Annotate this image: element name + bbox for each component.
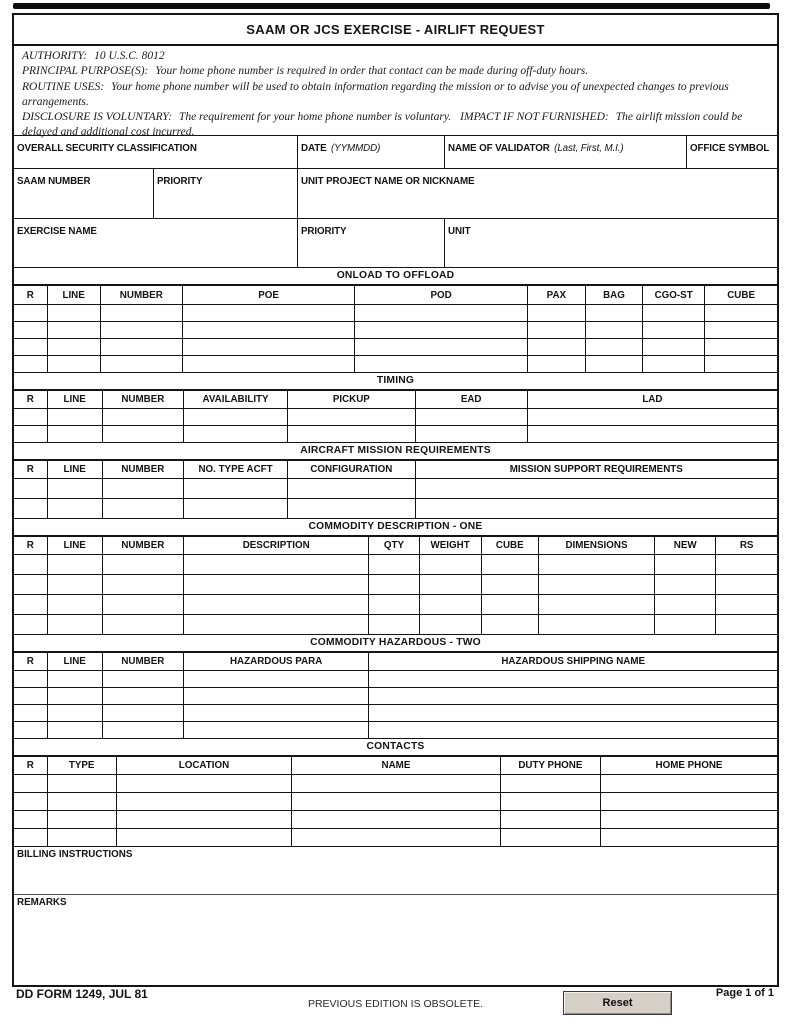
empty-input-cell[interactable]	[182, 356, 354, 373]
empty-input-cell[interactable]	[600, 811, 777, 829]
empty-input-cell[interactable]	[369, 555, 419, 575]
empty-input-cell[interactable]	[527, 409, 777, 426]
commodity-description-table	[14, 536, 777, 635]
empty-input-cell[interactable]	[585, 322, 642, 339]
table-row	[14, 722, 777, 739]
table-row	[14, 426, 777, 443]
field-label: DATE	[301, 143, 327, 154]
empty-input-cell[interactable]	[102, 409, 183, 426]
empty-input-cell[interactable]	[705, 322, 777, 339]
empty-input-cell[interactable]	[14, 615, 47, 635]
column-header: NUMBER	[102, 653, 183, 671]
field-hint: (YYMMDD)	[331, 143, 381, 154]
field-label: SAAM NUMBER	[17, 176, 91, 187]
empty-input-cell[interactable]	[100, 339, 182, 356]
column-header: NEW	[655, 537, 716, 555]
empty-input-cell[interactable]	[355, 322, 527, 339]
column-header: POE	[182, 286, 354, 305]
empty-input-cell[interactable]	[705, 305, 777, 322]
empty-input-cell[interactable]	[183, 595, 368, 615]
empty-input-cell[interactable]	[47, 705, 102, 722]
empty-input-cell[interactable]	[102, 575, 183, 595]
empty-input-cell[interactable]	[14, 775, 47, 793]
empty-input-cell[interactable]	[47, 322, 100, 339]
column-header: R	[14, 391, 47, 409]
empty-input-cell[interactable]	[355, 305, 527, 322]
empty-input-cell[interactable]	[716, 555, 777, 575]
empty-input-cell[interactable]	[585, 339, 642, 356]
empty-input-cell[interactable]	[585, 356, 642, 373]
empty-input-cell[interactable]	[183, 671, 368, 688]
field-label: NAME OF VALIDATOR	[448, 143, 550, 154]
empty-input-cell[interactable]	[14, 339, 47, 356]
empty-input-cell[interactable]	[500, 811, 600, 829]
empty-input-cell[interactable]	[47, 722, 102, 739]
empty-input-cell[interactable]	[500, 829, 600, 847]
form-number: DD FORM 1249, JUL 81	[16, 987, 148, 1001]
empty-input-cell[interactable]	[14, 426, 47, 443]
column-header: NAME	[292, 757, 501, 775]
privacy-label: AUTHORITY:	[22, 50, 88, 62]
reset-button[interactable]: Reset	[563, 991, 672, 1015]
empty-input-cell[interactable]	[419, 615, 481, 635]
column-header: R	[14, 537, 47, 555]
header-row	[14, 391, 777, 409]
empty-input-cell[interactable]	[47, 305, 100, 322]
empty-input-cell[interactable]	[600, 829, 777, 847]
privacy-text: The requirement for your home phone number is voluntary.	[178, 111, 452, 124]
column-header: WEIGHT	[419, 537, 481, 555]
commodity-hazardous-table	[14, 652, 777, 739]
column-header: R	[14, 653, 47, 671]
empty-input-cell[interactable]	[716, 575, 777, 595]
remarks-input-area[interactable]	[14, 909, 777, 988]
empty-input-cell[interactable]	[47, 499, 102, 519]
empty-input-cell[interactable]	[716, 595, 777, 615]
column-header: DUTY PHONE	[500, 757, 600, 775]
empty-input-cell[interactable]	[183, 722, 368, 739]
empty-input-cell[interactable]	[655, 595, 716, 615]
empty-input-cell[interactable]	[14, 829, 47, 847]
onload-table	[14, 285, 777, 373]
field-label: OVERALL SECURITY CLASSIFICATION	[17, 143, 197, 154]
table-row	[14, 688, 777, 705]
empty-input-cell[interactable]	[102, 426, 183, 443]
empty-input-cell[interactable]	[369, 595, 419, 615]
column-header: NUMBER	[102, 391, 183, 409]
empty-input-cell[interactable]	[288, 426, 415, 443]
privacy-text: Your home phone number will be used to obtain information regarding the mission or to advise you of unexpected changes to previous arrangements.	[22, 80, 729, 108]
table-row	[14, 575, 777, 595]
privacy-routine-uses	[22, 80, 769, 111]
empty-input-cell[interactable]	[481, 615, 538, 635]
empty-input-cell[interactable]	[47, 409, 102, 426]
column-header: AVAILABILITY	[183, 391, 287, 409]
empty-input-cell[interactable]	[102, 722, 183, 739]
date-field[interactable]	[298, 136, 445, 168]
empty-input-cell[interactable]	[527, 322, 585, 339]
field-label: UNIT PROJECT NAME OR NICKNAME	[301, 176, 475, 187]
empty-input-cell[interactable]	[183, 499, 287, 519]
column-header: HAZARDOUS PARA	[183, 653, 368, 671]
section-title-onload: ONLOAD TO OFFLOAD	[14, 268, 777, 285]
empty-input-cell[interactable]	[183, 555, 368, 575]
empty-input-cell[interactable]	[47, 793, 116, 811]
unit-field[interactable]	[445, 219, 777, 267]
column-header: NO. TYPE ACFT	[183, 461, 287, 479]
empty-input-cell[interactable]	[369, 705, 777, 722]
column-header: CUBE	[481, 537, 538, 555]
privacy-text: The airlift mission could be delayed and additional cost incurred.	[22, 111, 743, 139]
empty-input-cell[interactable]	[419, 595, 481, 615]
empty-input-cell[interactable]	[47, 555, 102, 575]
empty-input-cell[interactable]	[643, 305, 705, 322]
billing-instructions-label: BILLING INSTRUCTIONS	[17, 849, 133, 860]
empty-input-cell[interactable]	[705, 356, 777, 373]
info-row-2	[14, 169, 777, 219]
empty-input-cell[interactable]	[355, 356, 527, 373]
empty-input-cell[interactable]	[14, 688, 47, 705]
empty-input-cell[interactable]	[183, 426, 287, 443]
empty-input-cell[interactable]	[538, 615, 654, 635]
empty-input-cell[interactable]	[500, 793, 600, 811]
field-label: PRIORITY	[157, 176, 203, 187]
empty-input-cell[interactable]	[182, 339, 354, 356]
column-header: TYPE	[47, 757, 116, 775]
table-row	[14, 811, 777, 829]
column-header: NUMBER	[100, 286, 182, 305]
privacy-label: PRINCIPAL PURPOSE(S):	[22, 65, 149, 78]
info-row-3	[14, 219, 777, 268]
section-onload	[14, 268, 777, 373]
privacy-label: IMPACT IF NOT FURNISHED:	[460, 111, 609, 124]
privacy-text: 10 U.S.C. 8012	[94, 50, 165, 62]
table-row	[14, 305, 777, 322]
empty-input-cell[interactable]	[643, 322, 705, 339]
empty-input-cell[interactable]	[655, 575, 716, 595]
empty-input-cell[interactable]	[292, 811, 501, 829]
table-row	[14, 775, 777, 793]
empty-input-cell[interactable]	[102, 479, 183, 499]
empty-input-cell[interactable]	[100, 322, 182, 339]
empty-input-cell[interactable]	[14, 499, 47, 519]
empty-input-cell[interactable]	[47, 479, 102, 499]
column-header: LINE	[47, 537, 102, 555]
empty-input-cell[interactable]	[527, 426, 777, 443]
empty-input-cell[interactable]	[14, 722, 47, 739]
billing-instructions-input-area[interactable]	[14, 861, 777, 894]
table-row	[14, 671, 777, 688]
column-header: PAX	[527, 286, 585, 305]
contacts-table	[14, 756, 777, 847]
empty-input-cell[interactable]	[183, 705, 368, 722]
section-title-timing: TIMING	[14, 373, 777, 390]
header-row	[14, 757, 777, 775]
empty-input-cell[interactable]	[14, 409, 47, 426]
remarks-label: REMARKS	[17, 897, 67, 908]
empty-input-cell[interactable]	[100, 305, 182, 322]
empty-input-cell[interactable]	[116, 811, 291, 829]
empty-input-cell[interactable]	[600, 793, 777, 811]
column-header: MISSION SUPPORT REQUIREMENTS	[415, 461, 777, 479]
timing-table	[14, 390, 777, 443]
column-header: POD	[355, 286, 527, 305]
column-header: CUBE	[705, 286, 777, 305]
privacy-purpose	[22, 64, 769, 79]
table-row	[14, 793, 777, 811]
exercise-name-field[interactable]	[14, 219, 298, 267]
empty-input-cell[interactable]	[643, 356, 705, 373]
empty-input-cell[interactable]	[355, 339, 527, 356]
column-header: QTY	[369, 537, 419, 555]
column-header: HOME PHONE	[600, 757, 777, 775]
empty-input-cell[interactable]	[481, 555, 538, 575]
field-label: UNIT	[448, 226, 471, 237]
header-row	[14, 461, 777, 479]
remarks-block	[14, 895, 777, 988]
empty-input-cell[interactable]	[14, 705, 47, 722]
empty-input-cell[interactable]	[655, 555, 716, 575]
empty-input-cell[interactable]	[116, 793, 291, 811]
empty-input-cell[interactable]	[585, 305, 642, 322]
empty-input-cell[interactable]	[183, 615, 368, 635]
column-header: LINE	[47, 286, 100, 305]
empty-input-cell[interactable]	[100, 356, 182, 373]
empty-input-cell[interactable]	[716, 615, 777, 635]
column-header: LOCATION	[116, 757, 291, 775]
column-header: CONFIGURATION	[288, 461, 415, 479]
column-header: NUMBER	[102, 537, 183, 555]
section-title-contacts: CONTACTS	[14, 739, 777, 756]
empty-input-cell[interactable]	[183, 409, 287, 426]
column-header: DESCRIPTION	[183, 537, 368, 555]
exercise-priority-field[interactable]	[298, 219, 445, 267]
column-header: BAG	[585, 286, 642, 305]
table-row	[14, 555, 777, 575]
empty-input-cell[interactable]	[14, 479, 47, 499]
empty-input-cell[interactable]	[47, 615, 102, 635]
empty-input-cell[interactable]	[47, 595, 102, 615]
field-hint: (Last, First, M.I.)	[554, 143, 624, 154]
empty-input-cell[interactable]	[14, 671, 47, 688]
table-row	[14, 499, 777, 519]
empty-input-cell[interactable]	[183, 479, 287, 499]
column-header: R	[14, 757, 47, 775]
header-row	[14, 286, 777, 305]
office-symbol-field[interactable]	[687, 136, 777, 168]
empty-input-cell[interactable]	[102, 615, 183, 635]
empty-input-cell[interactable]	[538, 595, 654, 615]
table-row	[14, 356, 777, 373]
section-commodity-two	[14, 635, 777, 739]
empty-input-cell[interactable]	[14, 322, 47, 339]
empty-input-cell[interactable]	[47, 688, 102, 705]
obsolete-note: PREVIOUS EDITION IS OBSOLETE.	[307, 998, 484, 1010]
empty-input-cell[interactable]	[527, 339, 585, 356]
form-title: SAAM OR JCS EXERCISE - AIRLIFT REQUEST	[14, 15, 777, 46]
empty-input-cell[interactable]	[538, 575, 654, 595]
empty-input-cell[interactable]	[481, 595, 538, 615]
table-row	[14, 322, 777, 339]
column-header: CGO-ST	[643, 286, 705, 305]
column-header: HAZARDOUS SHIPPING NAME	[369, 653, 777, 671]
column-header: R	[14, 461, 47, 479]
empty-input-cell[interactable]	[14, 555, 47, 575]
empty-input-cell[interactable]	[292, 793, 501, 811]
empty-input-cell[interactable]	[102, 688, 183, 705]
section-timing	[14, 373, 777, 443]
header-row	[14, 537, 777, 555]
column-header: LINE	[47, 391, 102, 409]
header-row	[14, 653, 777, 671]
unit-project-name-field[interactable]	[298, 169, 777, 218]
empty-input-cell[interactable]	[182, 322, 354, 339]
empty-input-cell[interactable]	[47, 829, 116, 847]
empty-input-cell[interactable]	[47, 575, 102, 595]
empty-input-cell[interactable]	[102, 705, 183, 722]
empty-input-cell[interactable]	[47, 339, 100, 356]
empty-input-cell[interactable]	[14, 811, 47, 829]
empty-input-cell[interactable]	[102, 499, 183, 519]
empty-input-cell[interactable]	[527, 356, 585, 373]
table-row	[14, 615, 777, 635]
empty-input-cell[interactable]	[415, 409, 527, 426]
empty-input-cell[interactable]	[527, 305, 585, 322]
section-aircraft-mission	[14, 443, 777, 519]
empty-input-cell[interactable]	[102, 671, 183, 688]
aircraft-mission-table	[14, 460, 777, 519]
privacy-text: Your home phone number is required in order that contact can be made during off-duty hours.	[155, 65, 589, 78]
page-top-edge	[13, 3, 770, 9]
privacy-authority	[22, 49, 769, 64]
empty-input-cell[interactable]	[14, 575, 47, 595]
empty-input-cell[interactable]	[369, 615, 419, 635]
security-classification-field[interactable]	[14, 136, 298, 168]
section-contacts	[14, 739, 777, 847]
empty-input-cell[interactable]	[47, 775, 116, 793]
column-header: RS	[716, 537, 777, 555]
empty-input-cell[interactable]	[292, 829, 501, 847]
empty-input-cell[interactable]	[415, 479, 777, 499]
empty-input-cell[interactable]	[47, 356, 100, 373]
table-row	[14, 479, 777, 499]
column-header: R	[14, 286, 47, 305]
empty-input-cell[interactable]	[369, 671, 777, 688]
billing-instructions-block	[14, 847, 777, 895]
empty-input-cell[interactable]	[183, 575, 368, 595]
empty-input-cell[interactable]	[102, 595, 183, 615]
empty-input-cell[interactable]	[538, 555, 654, 575]
column-header: NUMBER	[102, 461, 183, 479]
section-commodity-one	[14, 519, 777, 635]
field-label: OFFICE SYMBOL	[690, 143, 770, 154]
empty-input-cell[interactable]	[14, 356, 47, 373]
empty-input-cell[interactable]	[116, 829, 291, 847]
table-row	[14, 705, 777, 722]
table-row	[14, 339, 777, 356]
empty-input-cell[interactable]	[102, 555, 183, 575]
section-title-commodity-two: COMMODITY HAZARDOUS - TWO	[14, 635, 777, 652]
empty-input-cell[interactable]	[14, 595, 47, 615]
validator-name-field[interactable]	[445, 136, 687, 168]
empty-input-cell[interactable]	[14, 305, 47, 322]
table-row	[14, 409, 777, 426]
empty-input-cell[interactable]	[182, 305, 354, 322]
table-row	[14, 829, 777, 847]
empty-input-cell[interactable]	[655, 615, 716, 635]
empty-input-cell[interactable]	[369, 575, 419, 595]
empty-input-cell[interactable]	[47, 811, 116, 829]
empty-input-cell[interactable]	[47, 426, 102, 443]
column-header: LINE	[47, 461, 102, 479]
info-row-1	[14, 136, 777, 169]
empty-input-cell[interactable]	[500, 775, 600, 793]
field-label: PRIORITY	[301, 226, 347, 237]
empty-input-cell[interactable]	[288, 479, 415, 499]
dd-form-1249	[12, 13, 779, 987]
empty-input-cell[interactable]	[183, 688, 368, 705]
empty-input-cell[interactable]	[47, 671, 102, 688]
empty-input-cell[interactable]	[419, 575, 481, 595]
empty-input-cell[interactable]	[481, 575, 538, 595]
privacy-label: DISCLOSURE IS VOLUNTARY:	[22, 111, 172, 124]
empty-input-cell[interactable]	[705, 339, 777, 356]
page-indicator: Page 1 of 1	[715, 987, 774, 999]
section-title-aircraft: AIRCRAFT MISSION REQUIREMENTS	[14, 443, 777, 460]
saam-number-field[interactable]	[14, 169, 154, 218]
empty-input-cell[interactable]	[292, 775, 501, 793]
empty-input-cell[interactable]	[369, 722, 777, 739]
empty-input-cell[interactable]	[643, 339, 705, 356]
empty-input-cell[interactable]	[14, 793, 47, 811]
column-header: LINE	[47, 653, 102, 671]
field-label: EXERCISE NAME	[17, 226, 97, 237]
column-header: DIMENSIONS	[538, 537, 654, 555]
empty-input-cell[interactable]	[288, 499, 415, 519]
column-header: EAD	[415, 391, 527, 409]
empty-input-cell[interactable]	[415, 499, 777, 519]
privacy-label: ROUTINE USES:	[22, 80, 105, 93]
privacy-act-statement	[14, 46, 777, 139]
table-row	[14, 595, 777, 615]
column-header: PICKUP	[288, 391, 415, 409]
empty-input-cell[interactable]	[116, 775, 291, 793]
empty-input-cell[interactable]	[600, 775, 777, 793]
empty-input-cell[interactable]	[369, 688, 777, 705]
priority-field[interactable]	[154, 169, 298, 218]
empty-input-cell[interactable]	[419, 555, 481, 575]
column-header: LAD	[527, 391, 777, 409]
section-title-commodity-one: COMMODITY DESCRIPTION - ONE	[14, 519, 777, 536]
empty-input-cell[interactable]	[415, 426, 527, 443]
empty-input-cell[interactable]	[288, 409, 415, 426]
